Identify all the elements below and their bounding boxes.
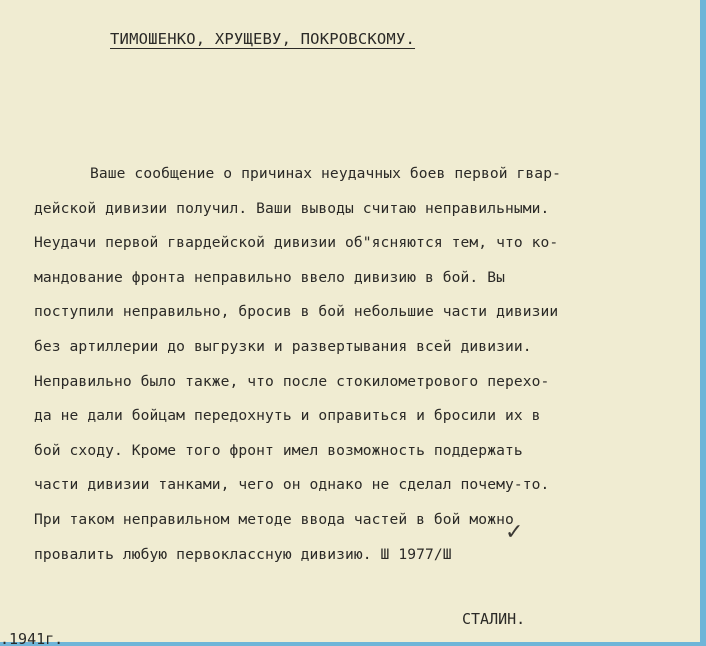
body-line: бой сходу. Кроме того фронт имел возможность поддержать <box>34 441 523 459</box>
document-body <box>34 164 704 579</box>
body-line: Неудачи первой гвардейской дивизии об"ясняются тем, что ко- <box>34 234 559 252</box>
body-line: поступили неправильно, бросив в бой небольшие части дивизии <box>34 303 559 321</box>
body-line: провалить любую первоклассную дивизию. Ш 1977/Ш <box>34 545 452 563</box>
body-line: Ваше сообщение о причинах неудачных боев первой гвар- <box>90 165 561 182</box>
body-line: дейской дивизии получил. Ваши выводы считаю неправильными. <box>34 199 550 217</box>
document-addressee: ТИМОШЕНКО, ХРУЩЕВУ, ПОКРОВСКОМУ. <box>110 30 416 48</box>
scan-border-bottom <box>0 642 706 646</box>
body-line: Неправильно было также, что после стокилометрового перехо- <box>34 372 550 390</box>
body-line: да не дали бойцам передохнуть и оправиться и бросили их в <box>34 407 541 425</box>
body-line: без артиллерии до выгрузки и развертывания всей дивизии. <box>34 337 532 355</box>
signature: СТАЛИН. <box>462 610 526 628</box>
document-date: .1941г. <box>0 630 64 646</box>
body-line: мандование фронта неправильно ввело дивизию в бой. Вы <box>34 268 505 286</box>
body-line: части дивизии танками, чего он однако не сделал почему-то. <box>34 476 550 494</box>
handwritten-check-mark: ✓ <box>505 520 524 545</box>
body-line: При таком неправильном методе ввода частей в бой можно <box>34 510 514 528</box>
